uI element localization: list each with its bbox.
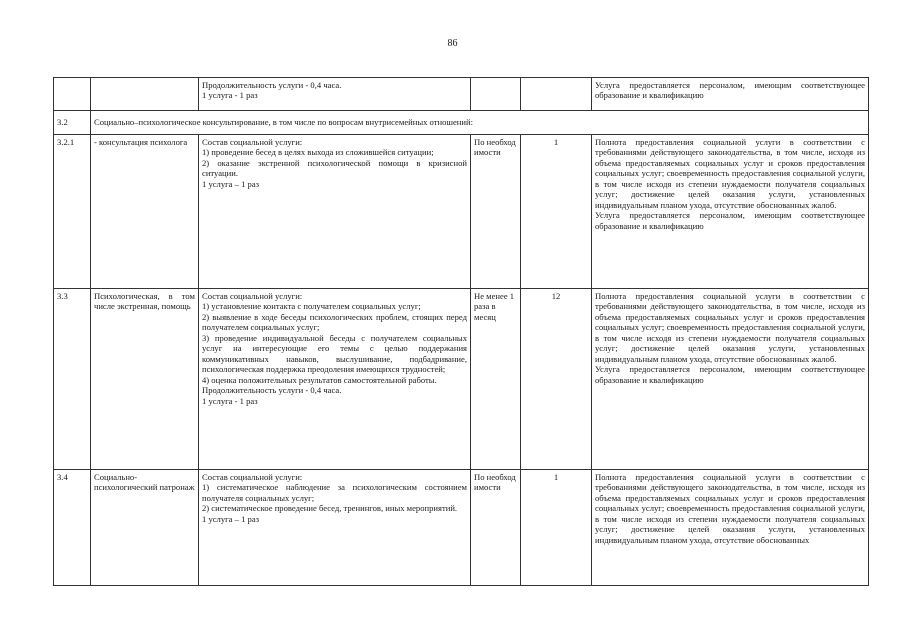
cell-period [471, 78, 521, 111]
table-row [54, 470, 869, 586]
content-line: Состав социальной услуги: [202, 291, 303, 301]
cell-num: 3.4 [54, 470, 91, 586]
content-line: 1 услуга - 1 раз [202, 395, 258, 406]
content-line: Продолжительность услуги - 0,4 часа. [202, 385, 342, 396]
cell-name: Социально-психологический патронаж [91, 470, 199, 586]
cell-num: 3.2.1 [54, 135, 91, 289]
cell-period: Не менее 1 раза в месяц [471, 289, 521, 470]
content-line: 2) оказание экстренной психологической помощи в кризисной ситуации. [202, 157, 467, 179]
cell-quality [592, 470, 869, 586]
quality-line: Услуга предоставляется персоналом, имеющим соответствующее образование и квалификацию [595, 210, 865, 231]
cell-num: 3.3 [54, 289, 91, 470]
table-row-section [54, 111, 869, 135]
content-line: 1 услуга – 1 раз [202, 513, 260, 524]
table-row [54, 135, 869, 289]
cell-num [54, 78, 91, 111]
cell-content [199, 289, 471, 470]
page-number: 86 [447, 38, 458, 49]
content-line: 2) систематическое проведение бесед, тренингов, иных мероприятий. [202, 503, 458, 514]
content-line: 1) систематическое наблюдение за психологическим состоянием получателя социальных услуг; [202, 482, 467, 503]
cell-period: По необходимости [471, 470, 521, 586]
quality-line: Полнота предоставления социальной услуги в соответствии с требованиями действующего законодательства, в том числе, исходя из объема предоставляемых социальных услуг и сроков предоставления социальных услуг; своевременность предоставления социальной услуги, в том числе исходя из степени нуждаемости получателя социальных услуг; достижение целей оказания услуги, установленных индивидуальным планом ухода, отсутствие обоснованных жалоб. [595, 137, 865, 210]
cell-period: По необходимости [471, 135, 521, 289]
content-line: 3) проведение индивидуальной беседы с получателем социальных услуг на интересующие его темы с целью поддержания коммуникативных навыков, выслушивание, подбадривание, психологическая поддержка преодоления имеющихся трудностей; [202, 332, 467, 375]
content-line: 1 услуга – 1 раз [202, 178, 260, 189]
services-table [53, 77, 869, 586]
section-title: Социально–психологическое консультирование, в том числе по вопросам внутрисемейных отношений: [91, 111, 869, 135]
content-line: 2) выявление в ходе беседы психологических проблем, стоящих перед получателем социальных услуг; [202, 311, 467, 333]
content-line: Состав социальной услуги: [202, 137, 303, 147]
content-line: 1 услуга - 1 раз [202, 90, 258, 101]
content-line: 4) оценка положительных результатов самостоятельной работы. [202, 374, 437, 385]
cell-name: Психологическая, в том числе экстренная, помощь [91, 289, 199, 470]
cell-quality [592, 135, 869, 289]
cell-volume: 1 [521, 135, 592, 289]
cell-name: - консультация психолога [91, 135, 199, 289]
cell-content [199, 470, 471, 586]
cell-name [91, 78, 199, 111]
quality-line: Полнота предоставления социальной услуги в соответствии с требованиями действующего законодательства, в том числе, исходя из объема предоставляемых социальных услуг и сроков предоставления социальных услуг; своевременность предоставления социальной услуги, в том числе исходя из степени нуждаемости получателя социальных услуг; достижение целей оказания услуги, установленных индивидуальным планом ухода, отсутствие обоснованных жалоб. [595, 291, 865, 364]
quality-line: Услуга предоставляется персоналом, имеющим соответствующее образование и квалификацию [595, 364, 865, 385]
cell-content [199, 135, 471, 289]
cell-volume: 12 [521, 289, 592, 470]
cell-volume: 1 [521, 470, 592, 586]
cell-content [199, 78, 471, 111]
content-line: 1) установление контакта с получателем социальных услуг; [202, 301, 421, 312]
quality-line: Полнота предоставления социальной услуги в соответствии с требованиями действующего законодательства, в том числе, исходя из объема предоставляемых социальных услуг и сроков предоставления социальных услуг; своевременность предоставления социальной услуги, в том числе исходя из степени нуждаемости получателя социальных услуг; достижение целей оказания услуги, установленных индивидуальным планом ухода, отсутствие обоснованных [595, 472, 865, 545]
cell-num: 3.2 [54, 111, 91, 135]
content-line: Состав социальной услуги: [202, 472, 303, 482]
content-line: 1) проведение бесед в целях выхода из сложившейся ситуации; [202, 147, 434, 158]
quality-line: Услуга предоставляется персоналом, имеющим соответствующее образование и квалификацию [595, 80, 865, 101]
cell-quality [592, 78, 869, 111]
table-row [54, 78, 869, 111]
cell-quality [592, 289, 869, 470]
cell-volume [521, 78, 592, 111]
table-row [54, 289, 869, 470]
content-line: Продолжительность услуги - 0,4 часа. [202, 80, 342, 90]
